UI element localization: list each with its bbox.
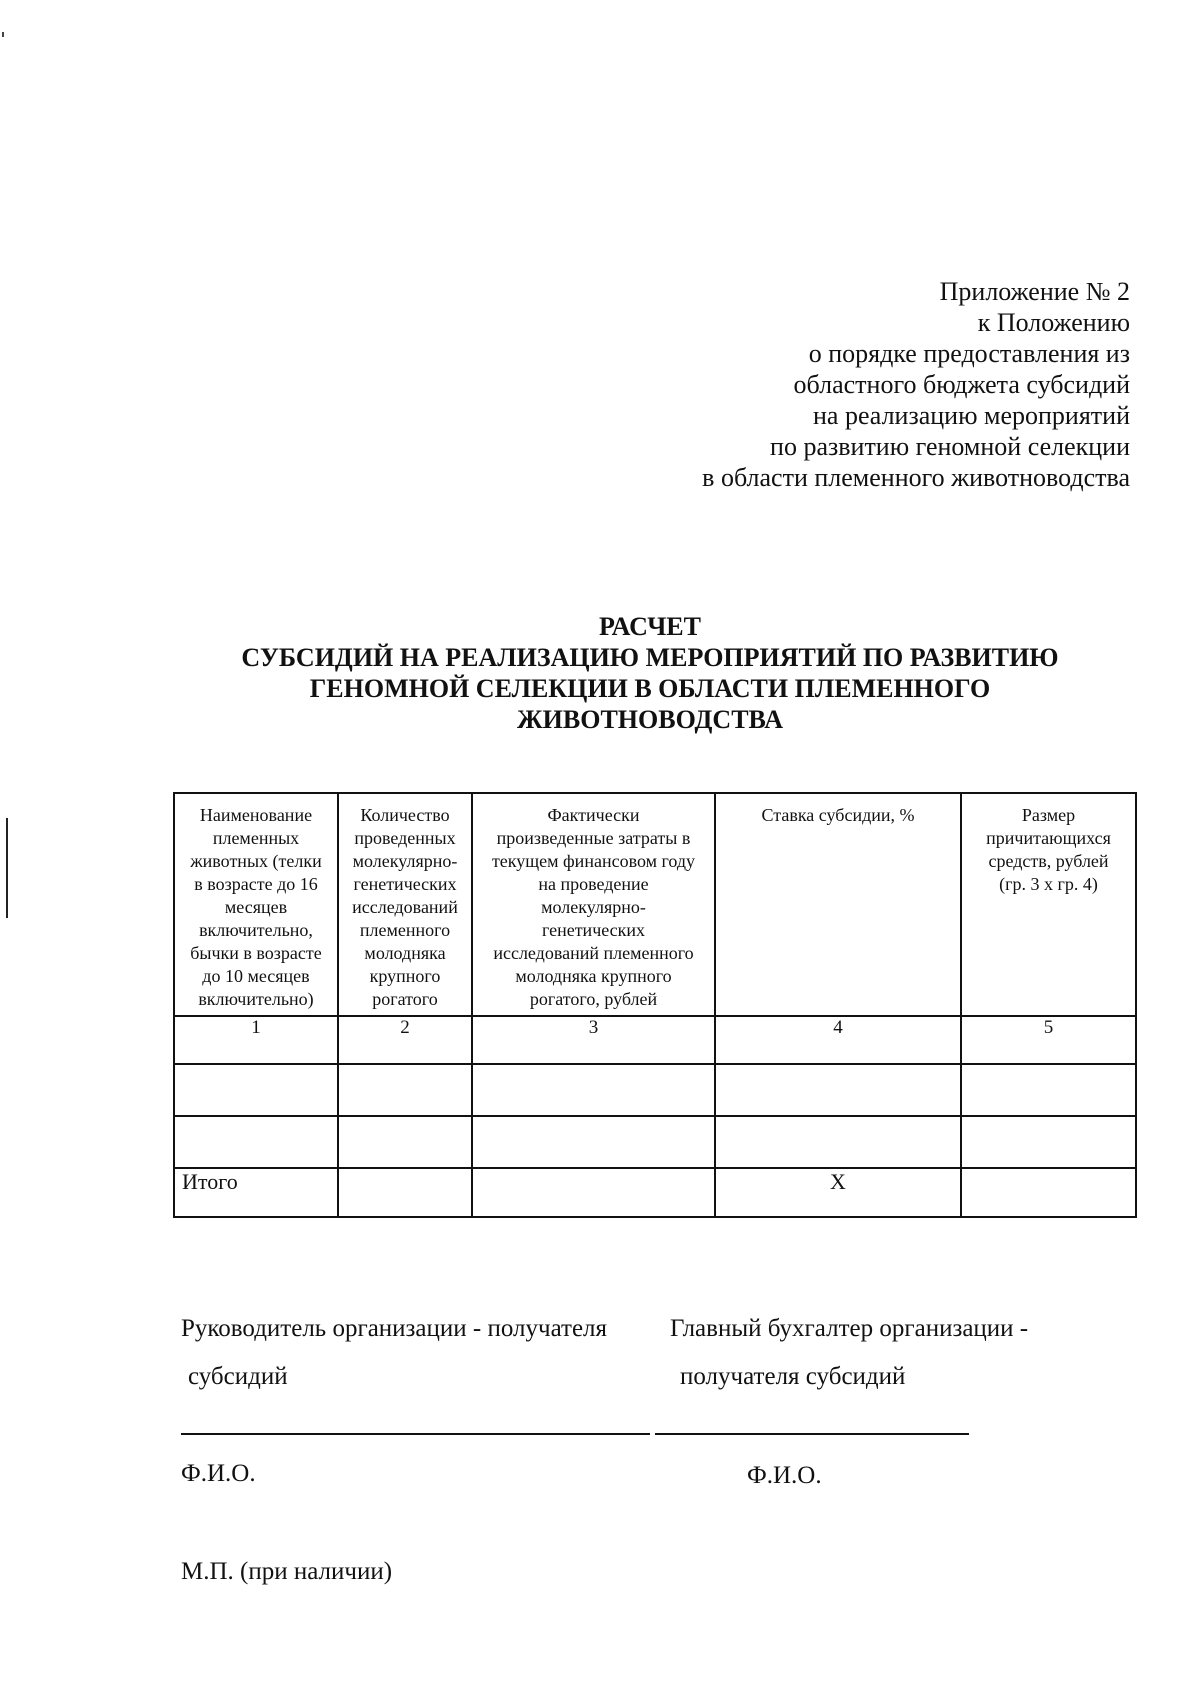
header-text: Размер — [1021, 805, 1076, 825]
scan-speck — [2, 32, 4, 37]
appendix-line: на реализацию мероприятий — [812, 401, 1130, 430]
head-signature-label: Руководитель организации - получателя — [181, 1315, 608, 1342]
header-text: рогатого, рублей — [529, 989, 658, 1009]
header-text: крупного — [369, 966, 441, 986]
header-text: молекулярно- — [541, 897, 646, 917]
table-cell — [174, 1116, 338, 1168]
header-animal-name — [174, 793, 338, 1016]
total-row — [174, 1168, 1136, 1217]
accountant-signature-label: Главный бухгалтер организации - — [670, 1315, 1029, 1342]
column-number: 4 — [715, 1016, 961, 1064]
appendix-line: Приложение № 2 — [939, 277, 1130, 306]
table-row — [174, 1116, 1136, 1168]
header-text: произведенные затраты в — [496, 828, 691, 848]
table-cell — [472, 1116, 715, 1168]
header-text: в возрасте до 16 — [194, 874, 318, 894]
header-text: месяцев — [224, 897, 288, 917]
header-text: Фактически — [547, 805, 640, 825]
header-text: включительно, — [199, 920, 313, 940]
header-actual-costs — [472, 793, 715, 1016]
header-text: животных (телки — [190, 851, 322, 871]
header-text: (гр. 3 х гр. 4) — [999, 874, 1098, 894]
header-text: племенных — [212, 828, 300, 848]
title-line: ГЕНОМНОЙ СЕЛЕКЦИИ В ОБЛАСТИ ПЛЕМЕННОГО — [309, 674, 991, 703]
header-text: на проведение — [538, 874, 649, 894]
table-cell — [338, 1064, 472, 1116]
header-text: средств, рублей — [988, 851, 1109, 871]
total-label: Итого — [174, 1168, 338, 1217]
header-text: молодняка — [364, 943, 446, 963]
header-text: причитающихся — [986, 828, 1111, 848]
header-text: Ставка субсидии, % — [761, 805, 915, 825]
table-cell — [961, 1064, 1136, 1116]
appendix-line: к Положению — [977, 308, 1130, 337]
appendix-line: по развитию геномной селекции — [770, 432, 1130, 461]
header-text: молекулярно- — [352, 851, 458, 871]
header-text: племенного — [359, 920, 451, 940]
column-number-row — [174, 1016, 1136, 1064]
header-text: бычки в возрасте — [190, 943, 322, 963]
table-cell — [961, 1116, 1136, 1168]
table-cell — [472, 1168, 715, 1217]
header-text: включительно) — [198, 989, 314, 1009]
document-title — [200, 611, 1100, 735]
table-cell — [338, 1116, 472, 1168]
head-fio-label: Ф.И.О. — [181, 1460, 256, 1487]
header-text: проведенных — [354, 828, 456, 848]
accountant-fio-label: Ф.И.О. — [747, 1462, 822, 1489]
header-text: генетических — [353, 874, 457, 894]
table-header-row — [174, 793, 1136, 1016]
title-line: ЖИВОТНОВОДСТВА — [516, 705, 784, 734]
table-cell — [715, 1064, 961, 1116]
table-cell — [174, 1064, 338, 1116]
column-number: 5 — [961, 1016, 1136, 1064]
total-rate-placeholder: Х — [715, 1168, 961, 1217]
header-text: Наименование — [199, 805, 313, 825]
title-line: РАСЧЕТ — [599, 612, 701, 641]
head-signature-line — [181, 1433, 650, 1435]
table-cell — [961, 1168, 1136, 1217]
appendix-header — [702, 276, 1130, 493]
table-cell — [472, 1064, 715, 1116]
title-line: СУБСИДИЙ НА РЕАЛИЗАЦИЮ МЕРОПРИЯТИЙ ПО РАЗВИТИЮ — [241, 643, 1059, 672]
scan-edge-mark — [6, 818, 8, 918]
accountant-signature-label-cont: получателя субсидий — [680, 1363, 906, 1390]
head-signature-label-cont: субсидий — [188, 1363, 288, 1390]
header-text: до 10 месяцев — [202, 966, 310, 986]
header-text: Количество — [360, 805, 450, 825]
header-text: исследований племенного — [493, 943, 694, 963]
table-row — [174, 1064, 1136, 1116]
header-research-count — [338, 793, 472, 1016]
table-cell — [715, 1116, 961, 1168]
appendix-line: о порядке предоставления из — [808, 339, 1130, 368]
appendix-line: областного бюджета субсидий — [793, 370, 1130, 399]
column-number: 3 — [472, 1016, 715, 1064]
header-text: текущем финансовом году — [491, 851, 696, 871]
header-amount-due — [961, 793, 1136, 1016]
header-text: генетических — [541, 920, 646, 940]
column-number: 2 — [338, 1016, 472, 1064]
table-cell — [338, 1168, 472, 1217]
header-subsidy-rate — [715, 793, 961, 1016]
calculation-table — [173, 792, 1137, 1218]
appendix-line: в области племенного животноводства — [702, 463, 1130, 492]
header-text: исследований — [352, 897, 458, 917]
header-text: молодняка крупного — [515, 966, 672, 986]
accountant-signature-line — [655, 1433, 969, 1435]
stamp-label: М.П. (при наличии) — [181, 1558, 393, 1585]
column-number: 1 — [174, 1016, 338, 1064]
header-text: рогатого — [372, 989, 438, 1009]
